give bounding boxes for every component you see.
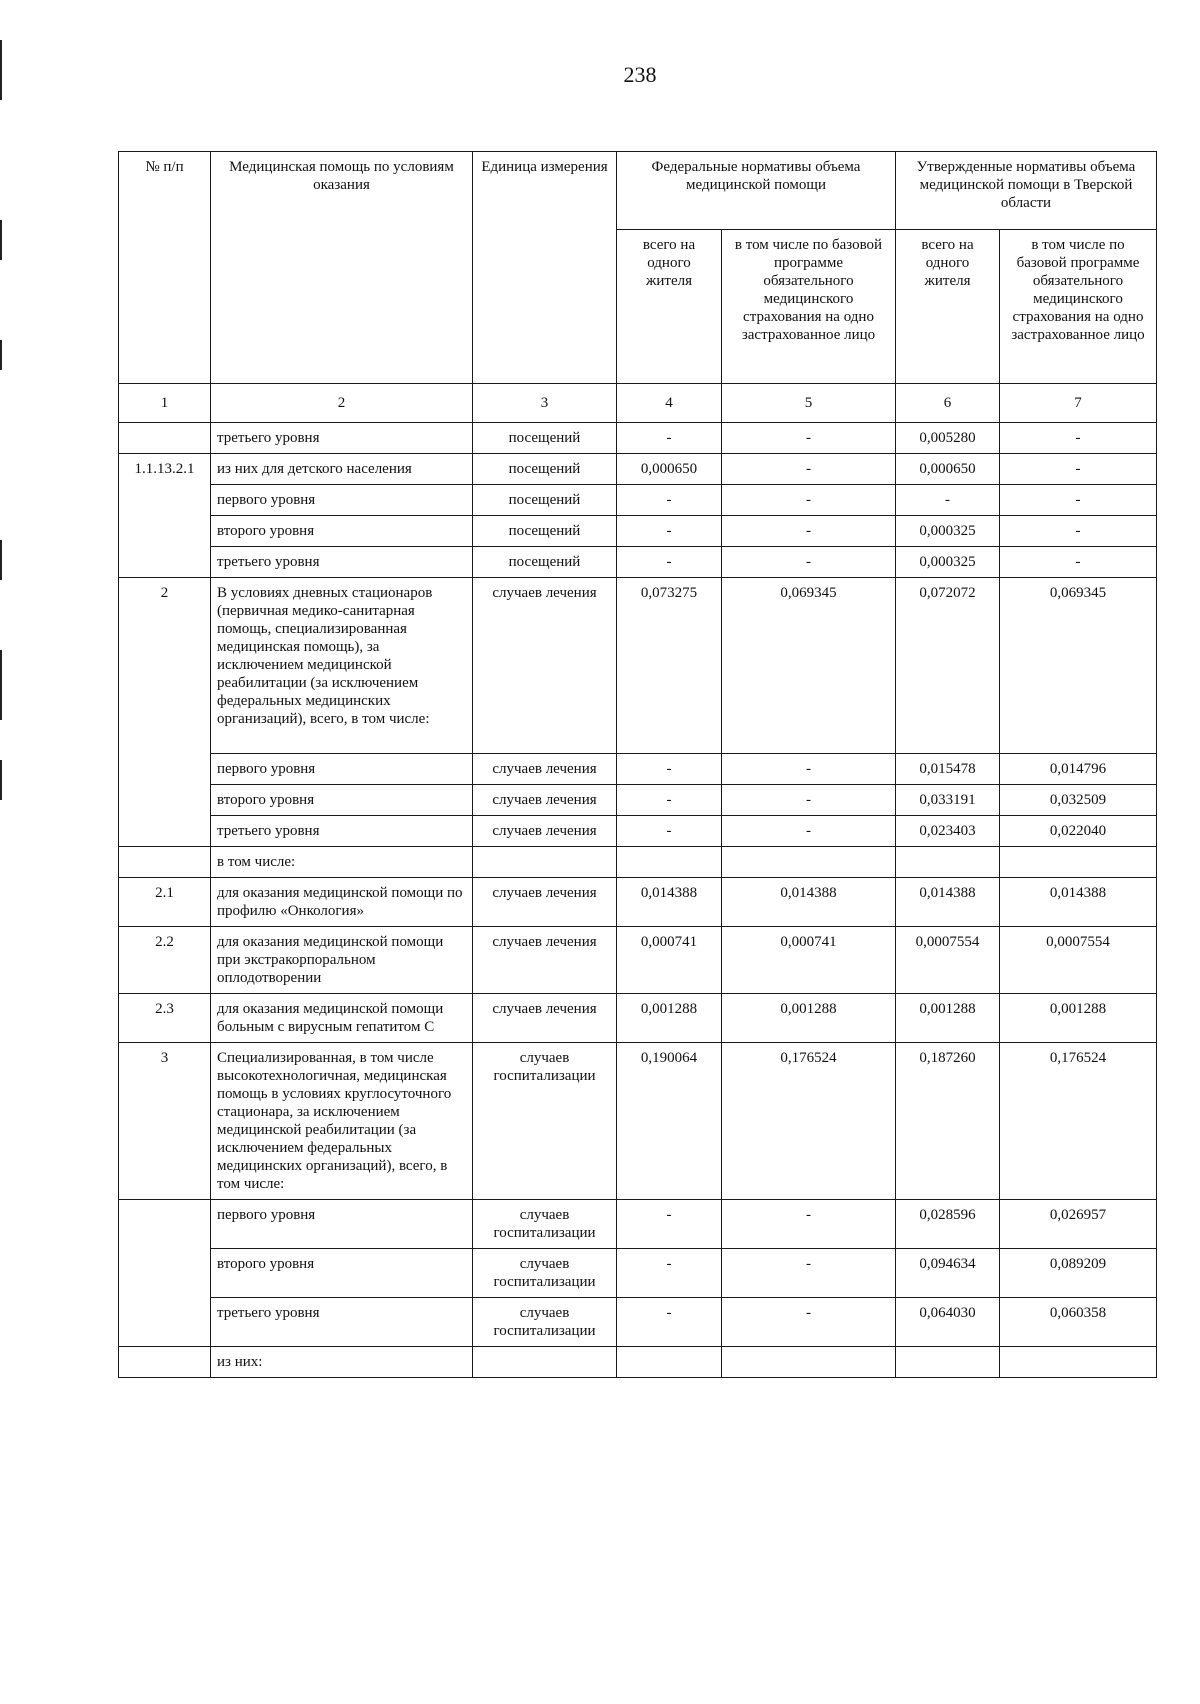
row-unit: посещений <box>473 547 617 578</box>
row-federal-per-resident: 0,073275 <box>617 578 722 754</box>
row-tver-per-resident: 0,015478 <box>896 754 1000 785</box>
row-unit: посещений <box>473 516 617 547</box>
row-federal-per-insured: - <box>722 1298 896 1347</box>
header-unit: Единица измерения <box>473 152 617 384</box>
row-tver-per-insured: - <box>1000 485 1157 516</box>
table-row <box>119 994 1157 1043</box>
header-number: № п/п <box>119 152 211 384</box>
row-tver-per-resident: 0,028596 <box>896 1200 1000 1249</box>
row-federal-per-resident <box>617 847 722 878</box>
row-federal-per-insured: 0,000741 <box>722 927 896 994</box>
row-tver-per-resident: 0,0007554 <box>896 927 1000 994</box>
column-number: 2 <box>211 384 473 423</box>
row-tver-per-resident: 0,064030 <box>896 1298 1000 1347</box>
row-unit: посещений <box>473 485 617 516</box>
row-tver-per-insured: 0,026957 <box>1000 1200 1157 1249</box>
row-care-type: для оказания медицинской помощи по профилю «Онкология» <box>211 878 473 927</box>
row-unit: случаев лечения <box>473 578 617 754</box>
row-number <box>119 1200 211 1249</box>
row-care-type: первого уровня <box>211 485 473 516</box>
row-number <box>119 847 211 878</box>
row-tver-per-resident: 0,187260 <box>896 1043 1000 1200</box>
row-federal-per-resident: 0,190064 <box>617 1043 722 1200</box>
table-row <box>119 516 1157 547</box>
row-tver-per-insured: - <box>1000 454 1157 485</box>
row-unit: случаев лечения <box>473 927 617 994</box>
row-federal-per-insured: - <box>722 1249 896 1298</box>
row-number <box>119 1298 211 1347</box>
header-care-type: Медицинская помощь по условиям оказания <box>211 152 473 384</box>
row-federal-per-resident: 0,001288 <box>617 994 722 1043</box>
row-unit: случаев лечения <box>473 816 617 847</box>
row-unit: случаев госпитализации <box>473 1043 617 1200</box>
row-federal-per-resident: - <box>617 785 722 816</box>
table-row <box>119 878 1157 927</box>
row-tver-per-insured: - <box>1000 516 1157 547</box>
row-federal-per-resident: - <box>617 1249 722 1298</box>
row-unit: посещений <box>473 423 617 454</box>
row-number <box>119 516 211 547</box>
table-row <box>119 847 1157 878</box>
row-federal-per-insured: - <box>722 754 896 785</box>
row-federal-per-insured: - <box>722 485 896 516</box>
row-unit: случаев лечения <box>473 878 617 927</box>
column-number: 6 <box>896 384 1000 423</box>
row-number <box>119 785 211 816</box>
row-federal-per-insured: - <box>722 816 896 847</box>
row-tver-per-insured: 0,014796 <box>1000 754 1157 785</box>
table-body <box>119 423 1157 1378</box>
row-federal-per-insured: 0,014388 <box>722 878 896 927</box>
row-number: 2.3 <box>119 994 211 1043</box>
table-row <box>119 754 1157 785</box>
row-federal-per-resident: - <box>617 754 722 785</box>
row-tver-per-insured: 0,176524 <box>1000 1043 1157 1200</box>
column-number: 4 <box>617 384 722 423</box>
row-care-type: второго уровня <box>211 516 473 547</box>
row-number <box>119 1347 211 1378</box>
table-row <box>119 1200 1157 1249</box>
row-federal-per-insured <box>722 847 896 878</box>
row-unit: случаев лечения <box>473 994 617 1043</box>
row-number: 2.2 <box>119 927 211 994</box>
row-unit: случаев госпитализации <box>473 1298 617 1347</box>
row-care-type: для оказания медицинской помощи при экстракорпоральном оплодотворении <box>211 927 473 994</box>
table-row <box>119 785 1157 816</box>
header-tver-normatives: Утвержденные нормативы объема медицинской помощи в Тверской области <box>896 152 1157 230</box>
table-row <box>119 423 1157 454</box>
table-row <box>119 454 1157 485</box>
row-tver-per-resident: 0,005280 <box>896 423 1000 454</box>
row-federal-per-insured: - <box>722 423 896 454</box>
row-tver-per-insured: 0,0007554 <box>1000 927 1157 994</box>
row-tver-per-resident: 0,023403 <box>896 816 1000 847</box>
row-federal-per-resident: 0,000650 <box>617 454 722 485</box>
header-federal-per-insured: в том числе по базовой программе обязательного медицинского страхования на одно застрахованное лицо <box>722 230 896 384</box>
column-numbers-row <box>119 384 1157 423</box>
row-tver-per-resident: 0,000650 <box>896 454 1000 485</box>
row-care-type: из них: <box>211 1347 473 1378</box>
row-number <box>119 485 211 516</box>
row-federal-per-insured: - <box>722 1200 896 1249</box>
row-care-type: из них для детского населения <box>211 454 473 485</box>
table-row <box>119 816 1157 847</box>
row-federal-per-insured: - <box>722 547 896 578</box>
row-unit: случаев лечения <box>473 785 617 816</box>
row-tver-per-insured: 0,089209 <box>1000 1249 1157 1298</box>
row-unit <box>473 1347 617 1378</box>
header-tver-per-insured: в том числе по базовой программе обязательного медицинского страхования на одно застрахованное лицо <box>1000 230 1157 384</box>
table-row <box>119 927 1157 994</box>
table-row <box>119 1043 1157 1200</box>
row-care-type: третьего уровня <box>211 547 473 578</box>
page-number: 238 <box>623 62 657 87</box>
row-tver-per-insured <box>1000 847 1157 878</box>
row-tver-per-resident: 0,001288 <box>896 994 1000 1043</box>
row-tver-per-resident: 0,072072 <box>896 578 1000 754</box>
table-row <box>119 1298 1157 1347</box>
header-federal-per-resident: всего на одного жителя <box>617 230 722 384</box>
table-row <box>119 1249 1157 1298</box>
row-unit <box>473 847 617 878</box>
row-tver-per-resident: 0,000325 <box>896 547 1000 578</box>
row-tver-per-insured: 0,060358 <box>1000 1298 1157 1347</box>
row-care-type: второго уровня <box>211 785 473 816</box>
row-federal-per-resident: - <box>617 516 722 547</box>
table-row <box>119 547 1157 578</box>
row-tver-per-resident: 0,014388 <box>896 878 1000 927</box>
row-unit: посещений <box>473 454 617 485</box>
row-tver-per-insured: 0,022040 <box>1000 816 1157 847</box>
row-care-type: для оказания медицинской помощи больным с вирусным гепатитом С <box>211 994 473 1043</box>
row-care-type: в том числе: <box>211 847 473 878</box>
header-federal-normatives: Федеральные нормативы объема медицинской помощи <box>617 152 896 230</box>
row-tver-per-insured: - <box>1000 547 1157 578</box>
row-care-type: Специализированная, в том числе высокотехнологичная, медицинская помощь в условиях круглосуточного стационара, за исключением медицинской реабилитации (за исключением федеральных медицинских организаций), всего, в том числе: <box>211 1043 473 1200</box>
row-federal-per-resident: 0,014388 <box>617 878 722 927</box>
row-federal-per-insured: - <box>722 454 896 485</box>
row-federal-per-resident: 0,000741 <box>617 927 722 994</box>
row-federal-per-resident: - <box>617 485 722 516</box>
table-row <box>119 578 1157 754</box>
row-federal-per-insured: - <box>722 785 896 816</box>
row-federal-per-insured: - <box>722 516 896 547</box>
row-care-type: третьего уровня <box>211 816 473 847</box>
row-federal-per-resident: - <box>617 1298 722 1347</box>
row-number <box>119 547 211 578</box>
row-care-type: второго уровня <box>211 1249 473 1298</box>
row-care-type: первого уровня <box>211 754 473 785</box>
row-number <box>119 423 211 454</box>
row-unit: случаев лечения <box>473 754 617 785</box>
table-row <box>119 485 1157 516</box>
row-number: 2.1 <box>119 878 211 927</box>
row-care-type: В условиях дневных стационаров (первичная медико-санитарная помощь, специализированная медицинская помощь), за исключением медицинской реабилитации (за исключением федеральных медицинских организаций), всего, в том числе: <box>211 578 473 754</box>
row-unit: случаев госпитализации <box>473 1249 617 1298</box>
row-number: 3 <box>119 1043 211 1200</box>
row-tver-per-resident <box>896 847 1000 878</box>
row-federal-per-resident: - <box>617 816 722 847</box>
column-number: 5 <box>722 384 896 423</box>
row-federal-per-resident: - <box>617 423 722 454</box>
normatives-table-container <box>118 151 1157 1378</box>
row-tver-per-resident: - <box>896 485 1000 516</box>
row-tver-per-resident <box>896 1347 1000 1378</box>
row-care-type: первого уровня <box>211 1200 473 1249</box>
column-number: 7 <box>1000 384 1157 423</box>
header-tver-per-resident: всего на одного жителя <box>896 230 1000 384</box>
row-tver-per-insured: 0,069345 <box>1000 578 1157 754</box>
row-federal-per-resident: - <box>617 1200 722 1249</box>
row-number <box>119 1249 211 1298</box>
scan-edge-marks <box>0 0 4 1704</box>
row-tver-per-insured: 0,001288 <box>1000 994 1157 1043</box>
row-tver-per-insured <box>1000 1347 1157 1378</box>
row-care-type: третьего уровня <box>211 423 473 454</box>
row-federal-per-insured: 0,001288 <box>722 994 896 1043</box>
column-number: 1 <box>119 384 211 423</box>
row-tver-per-resident: 0,094634 <box>896 1249 1000 1298</box>
row-tver-per-insured: 0,014388 <box>1000 878 1157 927</box>
row-federal-per-resident: - <box>617 547 722 578</box>
row-tver-per-resident: 0,000325 <box>896 516 1000 547</box>
row-tver-per-insured: - <box>1000 423 1157 454</box>
row-number: 2 <box>119 578 211 754</box>
row-tver-per-insured: 0,032509 <box>1000 785 1157 816</box>
row-federal-per-resident <box>617 1347 722 1378</box>
row-federal-per-insured <box>722 1347 896 1378</box>
row-tver-per-resident: 0,033191 <box>896 785 1000 816</box>
row-federal-per-insured: 0,176524 <box>722 1043 896 1200</box>
row-number: 1.1.13.2.1 <box>119 454 211 485</box>
row-unit: случаев госпитализации <box>473 1200 617 1249</box>
table-row <box>119 1347 1157 1378</box>
row-care-type: третьего уровня <box>211 1298 473 1347</box>
column-number: 3 <box>473 384 617 423</box>
row-number <box>119 754 211 785</box>
row-number <box>119 816 211 847</box>
normatives-table <box>118 151 1157 1378</box>
row-federal-per-insured: 0,069345 <box>722 578 896 754</box>
